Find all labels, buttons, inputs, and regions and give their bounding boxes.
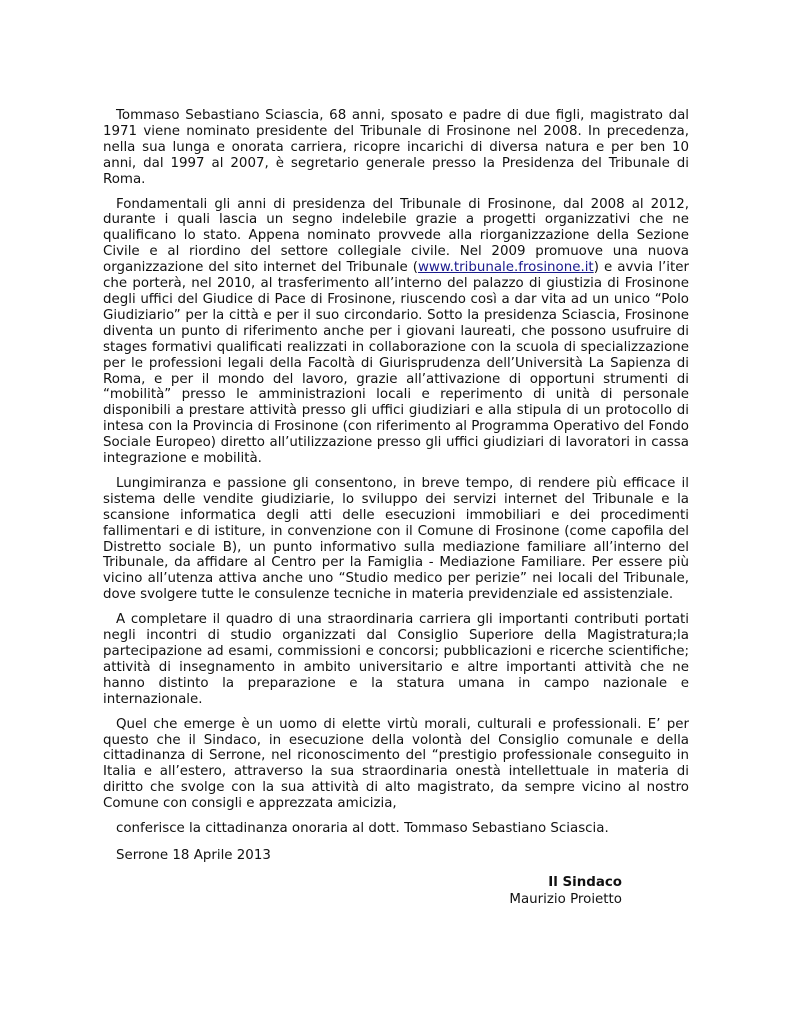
paragraph-biography: Tommaso Sebastiano Sciascia, 68 anni, sposato e padre di due figli, magistrato dal 1971 viene nominato presidente del Tribunale di Frosinone nel 2008. In precedenza, nella sua lunga e onorata carriera, ricopre incarichi di diversa natura e per ben 10 anni, dal 1997 al 2007, è segretario generale presso la Presidenza del Tribunale di Roma. (103, 108, 689, 187)
signature-title: Il Sindaco (548, 875, 622, 890)
conferral-statement: conferisce la cittadinanza onoraria al dott. Tommaso Sebastiano Sciascia. (116, 821, 609, 837)
paragraph-contributions: A completare il quadro di una straordinaria carriera gli importanti contributi portati negli incontri di studio organizzati dal Consiglio Superiore della Magistratura;la partecipazione ad esami, commissioni e concorsi; pubblicazioni e ricerche scientifiche; attività di insegnamento in ambito universitario e altre importanti attività che ne hanno distinto la preparazione e la statura umana in campo nazionale e internazionale. (103, 612, 689, 707)
signature-block (470, 874, 622, 908)
paragraph-presidency (103, 197, 689, 467)
signature-name: Maurizio Proietto (509, 892, 622, 907)
place-date: Serrone 18 Aprile 2013 (116, 847, 271, 863)
paragraph-presidency-text-end: ) e avvia l’iter che porterà, nel 2010, al trasferimento all’interno del palazzo di giustizia di Frosinone degli uffici del Giudice di Pace di Frosinone, riuscendo così a dar vita ad un unico “Polo Giudiziario” per la città e per il suo circondario. Sotto la presidenza Sciascia, Frosinone diventa un punto di riferimento anche per i giovani laureati, che possono usufruire di stages formativi qualificati realizzati in collaborazione con la scuola di specializzazione per le professioni legali della Facoltà di Giurisprudenza dell’Università La Sapienza di Roma, e per il mondo del lavoro, grazie all’attivazione di opportuni strumenti di “mobilità” presso le amministrazioni locali e reperimento di unità di personale disponibili a prestare attività presso gli uffici giudiziari e alla stipula di un protocollo di intesa con la Provincia di Frosinone (con riferimento al Programma Operativo del Fondo Sociale Europeo) diretto all’utilizzazione presso gli uffici giudiziari di lavoratori in cassa integrazione e mobilità. (103, 260, 690, 467)
paragraph-achievements: Lungimiranza e passione gli consentono, in breve tempo, di rendere più efficace il sistema delle vendite giudiziarie, lo sviluppo dei servizi internet del Tribunale e la scansione informatica degli atti delle esecuzioni immobiliari e dei procedimenti fallimentari e di istiture, in convenzione con il Comune di Frosinone (come capofila del Distretto sociale B), un punto informativo sulla mediazione familiare all’interno del Tribunale, da affidare al Centro per la Famiglia - Mediazione Familiare. Per essere più vicino all’utenza attiva anche uno “Studio medico per perizie” nei locali del Tribunale, dove svolgere tutte le consulenze tecniche in materia previdenziale ed assistenziale. (103, 475, 689, 603)
paragraph-motivation: Quel che emerge è un uomo di elette virtù morali, culturali e professionali. E’ per questo che il Sindaco, in esecuzione della volontà del Consiglio comunale e della cittadinanza di Serrone, nel riconoscimento del “prestigio professionale conseguito in Italia e all’estero, attraverso la sua straordinaria onestà intellettuale in materia di diritto che svolge con la sua attività di alto magistrato, da sempre vicino al nostro Comune con consigli e apprezzata amicizia, (103, 716, 689, 812)
paragraph-presidency-text-start: Fondamentali gli anni di presidenza del Tribunale di Frosinone, dal 2008 al 2012, durante i quali lascia un segno indelebile grazie a progetti organizzativi che ne qualificano lo stato. Appena nominato provvede alla riorganizzazione della Sezione Civile e al riordino del settore collegiale civile. Nel 2009 promuove una nuova organizzazione del sito internet del Tribunale ( (103, 196, 689, 276)
letter-body (103, 108, 689, 875)
tribunal-website-link[interactable]: www.tribunale.frosinone.it (417, 260, 594, 276)
